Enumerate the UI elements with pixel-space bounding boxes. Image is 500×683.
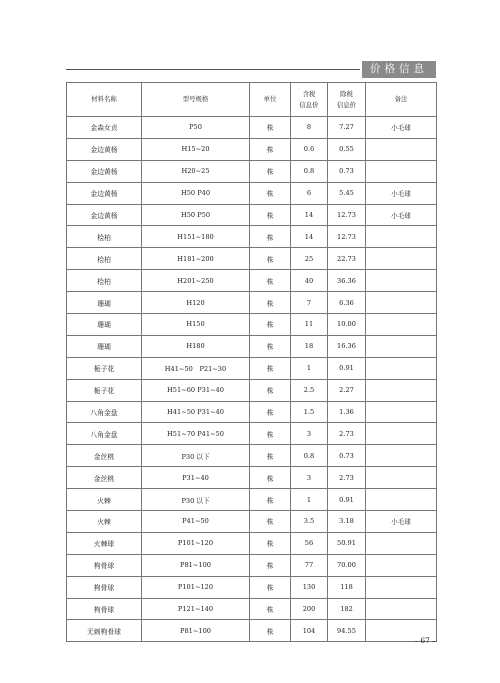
cell-tax-exclusive-price: 0.73 — [328, 445, 366, 467]
cell-material-name: 栀子花 — [67, 357, 142, 379]
cell-model-spec: H120 — [142, 292, 250, 314]
cell-unit: 株 — [250, 182, 291, 204]
cell-material-name: 珊瑚 — [67, 314, 142, 336]
cell-material-name: 火棘 — [67, 511, 142, 533]
cell-model-spec: P41~50 — [142, 511, 250, 533]
cell-model-spec: P50 — [142, 117, 250, 139]
cell-model-spec: H151~180 — [142, 226, 250, 248]
table-row — [67, 401, 437, 423]
column-header-line1: 材料名称 — [91, 95, 117, 103]
header-rule — [66, 69, 360, 70]
cell-tax-inclusive-price: 7 — [291, 292, 328, 314]
cell-tax-inclusive-price: 11 — [291, 314, 328, 336]
cell-material-name: 珊瑚 — [67, 335, 142, 357]
cell-tax-exclusive-price: 50.91 — [328, 532, 366, 554]
cell-model-spec: H50 P50 — [142, 204, 250, 226]
cell-material-name: 金边黄杨 — [67, 204, 142, 226]
table-header — [67, 83, 437, 117]
cell-unit: 株 — [250, 423, 291, 445]
cell-tax-exclusive-price: 22.73 — [328, 248, 366, 270]
cell-model-spec: P101~120 — [142, 532, 250, 554]
cell-remarks — [366, 160, 437, 182]
cell-unit: 株 — [250, 620, 291, 642]
cell-tax-inclusive-price: 0.8 — [291, 160, 328, 182]
table-row — [67, 314, 437, 336]
cell-material-name: 桧柏 — [67, 226, 142, 248]
table-row — [67, 598, 437, 620]
cell-remarks: 小毛球 — [366, 204, 437, 226]
cell-tax-inclusive-price: 8 — [291, 117, 328, 139]
cell-remarks — [366, 314, 437, 336]
cell-remarks: 小毛球 — [366, 117, 437, 139]
cell-remarks — [366, 554, 437, 576]
cell-unit: 株 — [250, 467, 291, 489]
cell-material-name: 金丝桃 — [67, 445, 142, 467]
cell-model-spec: H181~200 — [142, 248, 250, 270]
cell-remarks — [366, 248, 437, 270]
cell-material-name: 桧柏 — [67, 248, 142, 270]
cell-tax-inclusive-price: 3.5 — [291, 511, 328, 533]
cell-model-spec: P30 以下 — [142, 445, 250, 467]
cell-model-spec: H41~50 P31~40 — [142, 401, 250, 423]
cell-unit: 株 — [250, 204, 291, 226]
cell-material-name: 八角金盘 — [67, 423, 142, 445]
cell-unit: 株 — [250, 248, 291, 270]
cell-model-spec: P121~140 — [142, 598, 250, 620]
cell-unit: 株 — [250, 160, 291, 182]
cell-model-spec: H15~20 — [142, 138, 250, 160]
cell-model-spec: H180 — [142, 335, 250, 357]
table-row — [67, 335, 437, 357]
table-row — [67, 423, 437, 445]
cell-model-spec: P30 以下 — [142, 489, 250, 511]
cell-unit: 株 — [250, 226, 291, 248]
cell-tax-exclusive-price: 0.55 — [328, 138, 366, 160]
cell-remarks — [366, 598, 437, 620]
column-header-tax-inclusive-price — [291, 83, 328, 117]
table-row — [67, 160, 437, 182]
cell-tax-exclusive-price: 1.36 — [328, 401, 366, 423]
table-row — [67, 270, 437, 292]
column-header-model-spec — [142, 83, 250, 117]
cell-remarks — [366, 138, 437, 160]
cell-tax-inclusive-price: 6 — [291, 182, 328, 204]
cell-unit: 株 — [250, 598, 291, 620]
cell-unit: 株 — [250, 576, 291, 598]
cell-remarks — [366, 423, 437, 445]
cell-tax-inclusive-price: 0.6 — [291, 138, 328, 160]
cell-unit: 株 — [250, 314, 291, 336]
cell-tax-exclusive-price: 6.36 — [328, 292, 366, 314]
cell-tax-inclusive-price: 0.8 — [291, 445, 328, 467]
column-header-tax-exclusive-price — [328, 83, 366, 117]
cell-material-name: 金边黄杨 — [67, 138, 142, 160]
table-row — [67, 117, 437, 139]
column-header-line1: 型号规格 — [182, 95, 209, 103]
table-row — [67, 226, 437, 248]
cell-tax-exclusive-price: 3.18 — [328, 511, 366, 533]
cell-tax-exclusive-price: 5.45 — [328, 182, 366, 204]
cell-tax-inclusive-price: 25 — [291, 248, 328, 270]
cell-tax-exclusive-price: 12.73 — [328, 226, 366, 248]
column-header-line1: 除税 — [340, 89, 353, 98]
cell-model-spec: H20~25 — [142, 160, 250, 182]
header-row — [67, 83, 437, 117]
cell-tax-inclusive-price: 1.5 — [291, 401, 328, 423]
cell-tax-exclusive-price: 16.36 — [328, 335, 366, 357]
cell-model-spec: H201~250 — [142, 270, 250, 292]
cell-tax-exclusive-price: 0.91 — [328, 489, 366, 511]
cell-unit: 株 — [250, 489, 291, 511]
column-header-line2: 信息价 — [299, 100, 319, 109]
cell-remarks — [366, 489, 437, 511]
cell-tax-inclusive-price: 1 — [291, 357, 328, 379]
column-header-line1: 单位 — [263, 95, 277, 103]
cell-model-spec: P101~120 — [142, 576, 250, 598]
table-row — [67, 532, 437, 554]
cell-unit: 株 — [250, 401, 291, 423]
column-header-line1: 含税 — [302, 89, 316, 98]
cell-remarks — [366, 445, 437, 467]
cell-unit: 株 — [250, 379, 291, 401]
cell-remarks: 小毛球 — [366, 511, 437, 533]
cell-tax-exclusive-price: 2.27 — [328, 379, 366, 401]
table-row — [67, 489, 437, 511]
cell-material-name: 桧柏 — [67, 270, 142, 292]
table-row — [67, 292, 437, 314]
cell-remarks — [366, 270, 437, 292]
cell-tax-inclusive-price: 14 — [291, 204, 328, 226]
cell-remarks — [366, 226, 437, 248]
cell-tax-exclusive-price: 12.73 — [328, 204, 366, 226]
cell-model-spec: H50 P40 — [142, 182, 250, 204]
cell-material-name: 无刺枸骨球 — [67, 620, 142, 642]
table-body — [67, 117, 437, 642]
cell-tax-inclusive-price: 56 — [291, 532, 328, 554]
column-header-line1: 备注 — [394, 95, 408, 103]
cell-remarks — [366, 576, 437, 598]
cell-unit: 株 — [250, 292, 291, 314]
cell-tax-exclusive-price: 36.36 — [328, 270, 366, 292]
cell-tax-inclusive-price: 104 — [291, 620, 328, 642]
price-table — [66, 82, 437, 642]
cell-tax-inclusive-price: 2.5 — [291, 379, 328, 401]
cell-unit: 株 — [250, 270, 291, 292]
cell-tax-exclusive-price: 0.73 — [328, 160, 366, 182]
table-row — [67, 467, 437, 489]
cell-tax-inclusive-price: 18 — [291, 335, 328, 357]
column-header-line2: 信息价 — [336, 100, 357, 109]
cell-tax-inclusive-price: 200 — [291, 598, 328, 620]
cell-tax-exclusive-price: 94.55 — [328, 620, 366, 642]
cell-model-spec: H51~70 P41~50 — [142, 423, 250, 445]
table-row — [67, 620, 437, 642]
table-row — [67, 248, 437, 270]
cell-remarks — [366, 292, 437, 314]
cell-model-spec: P31~40 — [142, 467, 250, 489]
cell-tax-exclusive-price: 0.91 — [328, 357, 366, 379]
cell-remarks — [366, 335, 437, 357]
cell-material-name: 火棘球 — [67, 532, 142, 554]
cell-remarks — [366, 357, 437, 379]
cell-material-name: 金丝桃 — [67, 467, 142, 489]
cell-material-name: 枸骨球 — [67, 576, 142, 598]
cell-material-name: 枸骨球 — [67, 598, 142, 620]
cell-remarks — [366, 401, 437, 423]
cell-unit: 株 — [250, 357, 291, 379]
cell-material-name: 金森女贞 — [67, 117, 142, 139]
cell-tax-exclusive-price: 70.00 — [328, 554, 366, 576]
cell-tax-exclusive-price: 182 — [328, 598, 366, 620]
cell-tax-inclusive-price: 77 — [291, 554, 328, 576]
cell-tax-exclusive-price: 7.27 — [328, 117, 366, 139]
cell-material-name: 金边黄杨 — [67, 160, 142, 182]
cell-model-spec: P81~100 — [142, 620, 250, 642]
cell-tax-inclusive-price: 14 — [291, 226, 328, 248]
cell-unit: 株 — [250, 117, 291, 139]
column-header-material-name — [67, 83, 142, 117]
cell-unit: 株 — [250, 532, 291, 554]
section-badge: 价格信息 — [362, 61, 436, 78]
column-header-remarks — [366, 83, 437, 117]
cell-remarks — [366, 532, 437, 554]
cell-tax-exclusive-price: 2.73 — [328, 467, 366, 489]
cell-unit: 株 — [250, 138, 291, 160]
table-row — [67, 379, 437, 401]
cell-tax-exclusive-price: 2.73 — [328, 423, 366, 445]
cell-tax-inclusive-price: 1 — [291, 489, 328, 511]
cell-material-name: 枸骨球 — [67, 554, 142, 576]
cell-material-name: 八角金盘 — [67, 401, 142, 423]
cell-model-spec: H41~50 P21~30 — [142, 357, 250, 379]
cell-tax-exclusive-price: 118 — [328, 576, 366, 598]
cell-model-spec: H150 — [142, 314, 250, 336]
cell-remarks — [366, 467, 437, 489]
table-row — [67, 138, 437, 160]
cell-material-name: 火棘 — [67, 489, 142, 511]
table-row — [67, 204, 437, 226]
cell-model-spec: P81~100 — [142, 554, 250, 576]
cell-unit: 株 — [250, 511, 291, 533]
cell-unit: 株 — [250, 445, 291, 467]
cell-remarks: 小毛球 — [366, 182, 437, 204]
cell-model-spec: H51~60 P31~40 — [142, 379, 250, 401]
column-header-unit — [250, 83, 291, 117]
table-row — [67, 445, 437, 467]
table-row — [67, 554, 437, 576]
table-row — [67, 576, 437, 598]
cell-tax-exclusive-price: 10.00 — [328, 314, 366, 336]
cell-tax-inclusive-price: 3 — [291, 467, 328, 489]
cell-unit: 株 — [250, 554, 291, 576]
cell-tax-inclusive-price: 130 — [291, 576, 328, 598]
cell-material-name: 栀子花 — [67, 379, 142, 401]
table-row — [67, 511, 437, 533]
table-row — [67, 357, 437, 379]
cell-material-name: 金边黄杨 — [67, 182, 142, 204]
cell-unit: 株 — [250, 335, 291, 357]
cell-tax-inclusive-price: 40 — [291, 270, 328, 292]
cell-remarks — [366, 379, 437, 401]
cell-tax-inclusive-price: 3 — [291, 423, 328, 445]
page-number: – 67 – — [414, 636, 436, 645]
table-row — [67, 182, 437, 204]
cell-material-name: 珊瑚 — [67, 292, 142, 314]
